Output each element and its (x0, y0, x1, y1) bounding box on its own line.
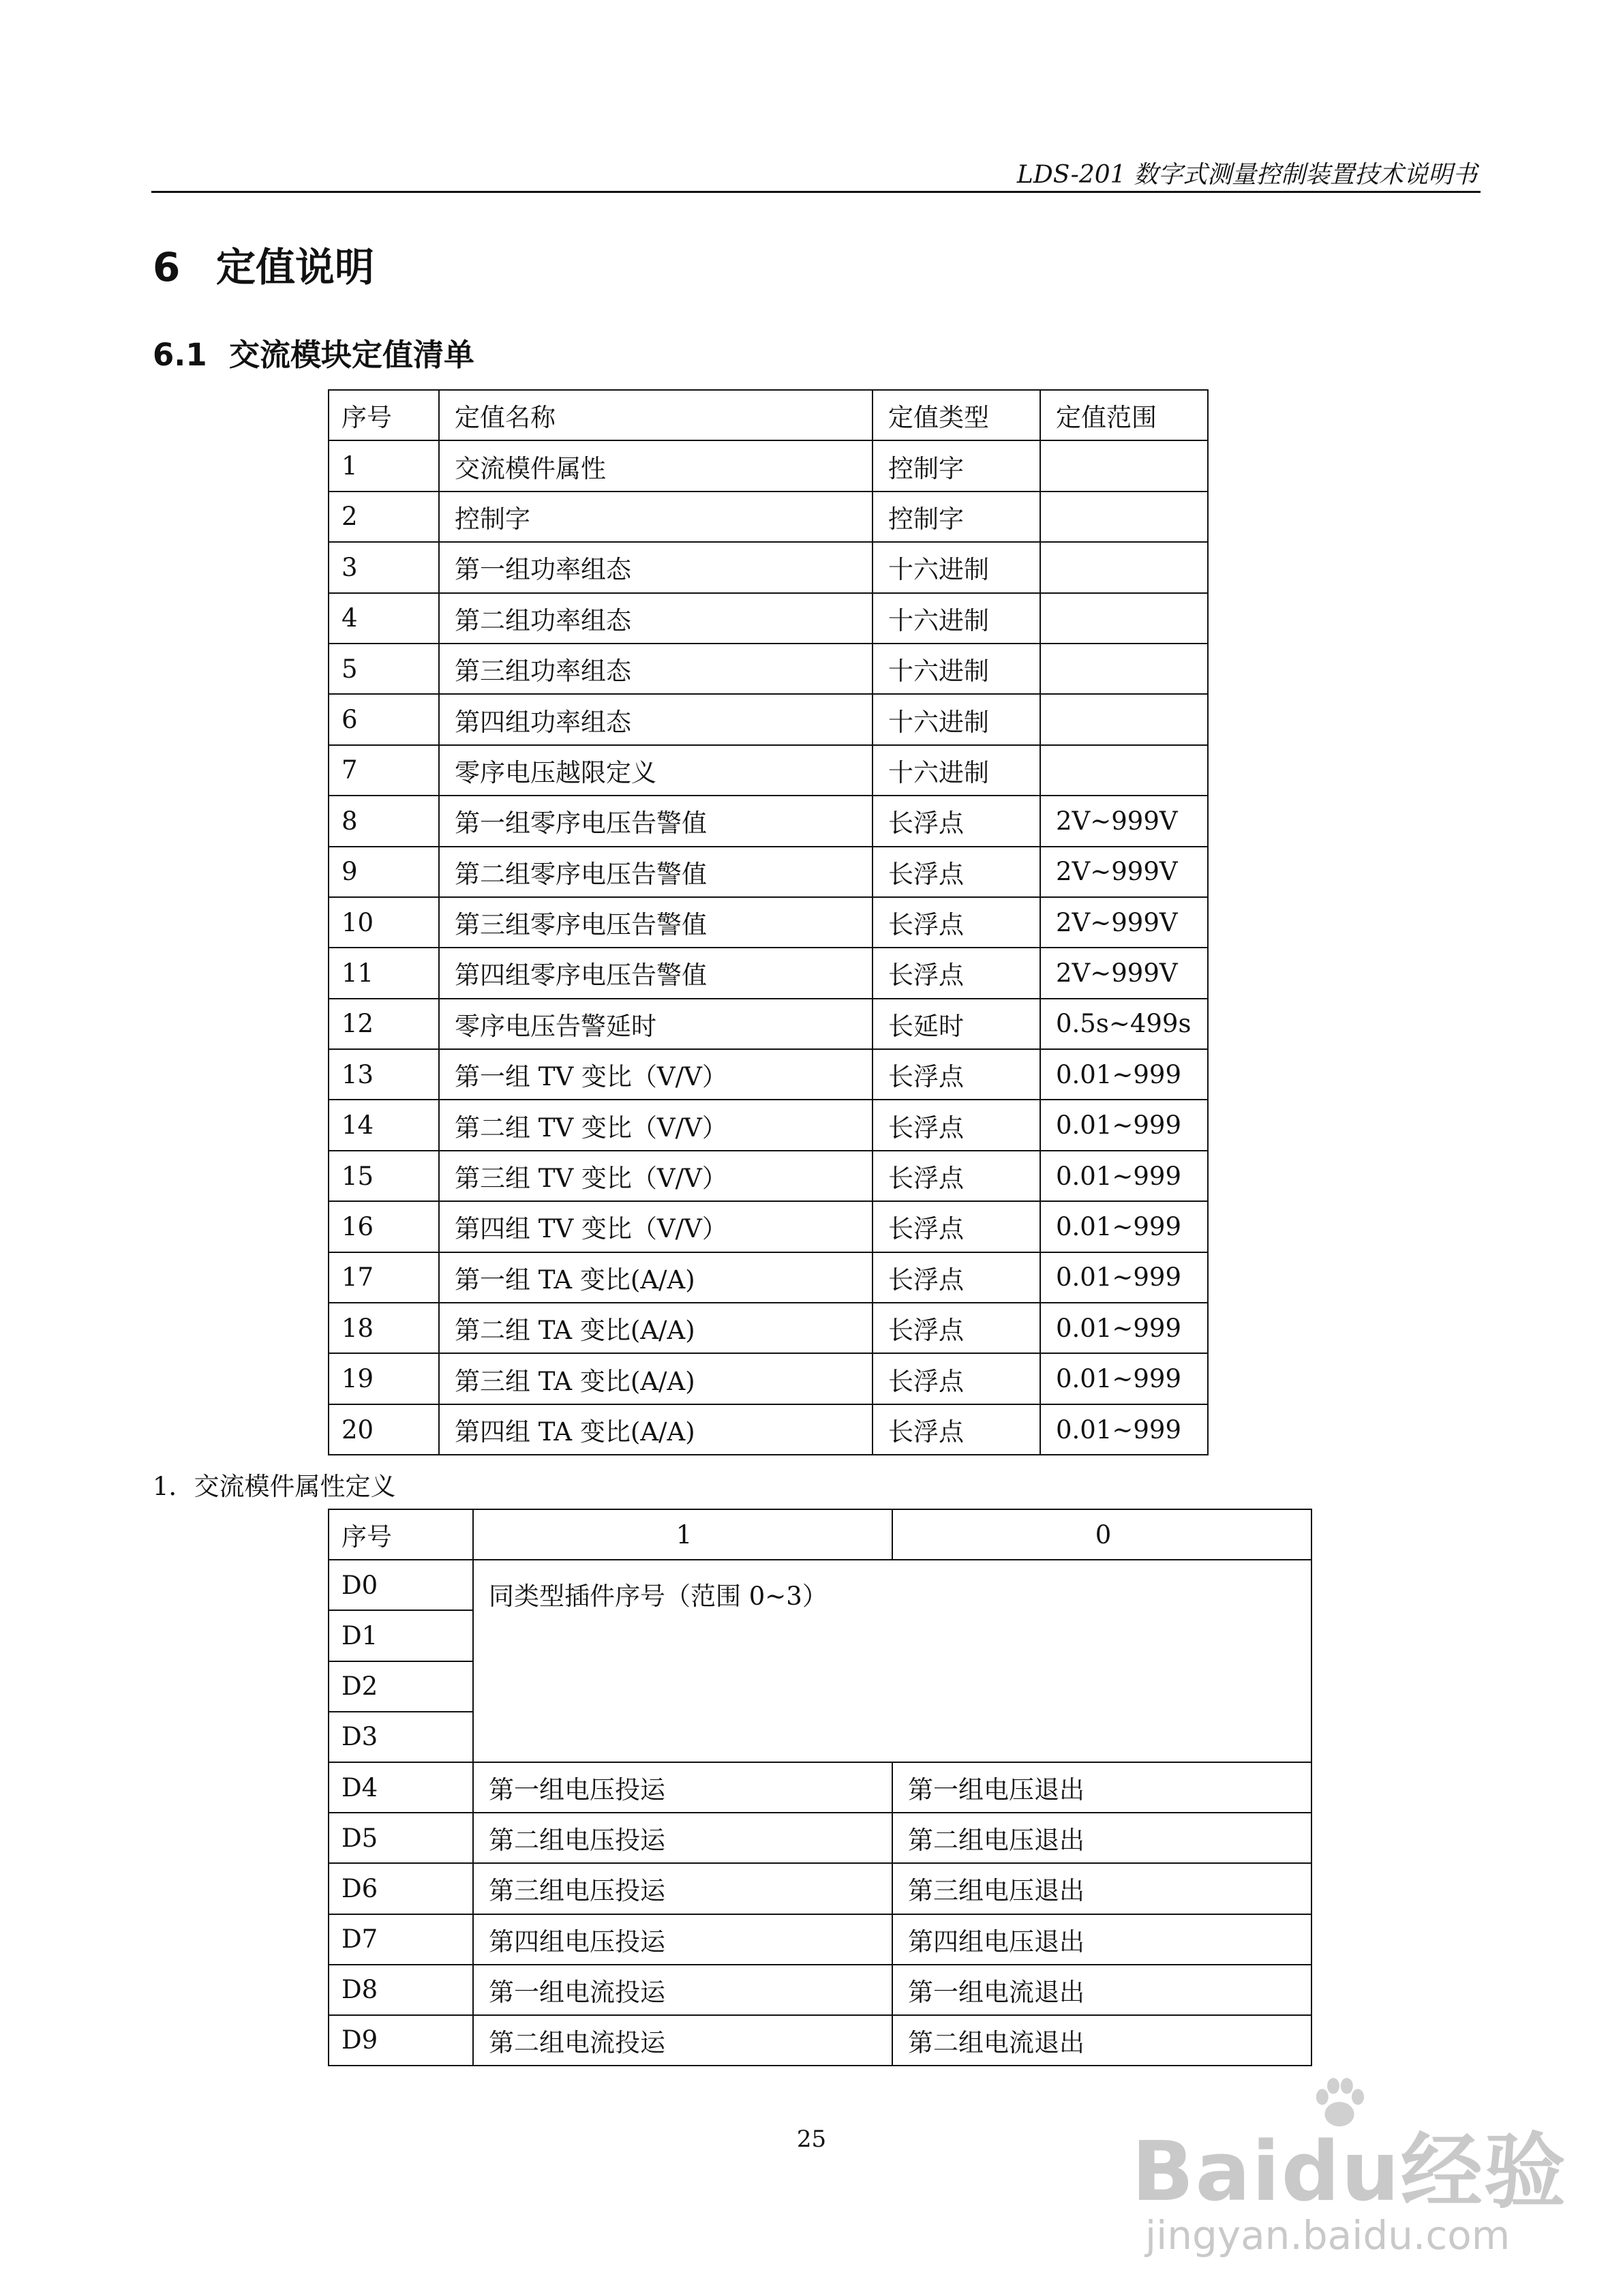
table-row (329, 1049, 1208, 1100)
row-index: 6 (329, 694, 439, 744)
subsection-number: 6.1 (153, 337, 207, 373)
setting-name: 第一组 TA 变比(A/A) (439, 1252, 873, 1303)
setting-range (1040, 492, 1208, 542)
bit-0-meaning: 第二组电流退出 (892, 2015, 1311, 2066)
setting-name: 第一组功率组态 (439, 542, 873, 592)
bit-1-meaning: 第一组电压投运 (473, 1762, 892, 1813)
bit-1-meaning: 第二组电流投运 (473, 2015, 892, 2066)
table-row (329, 897, 1208, 948)
table-row (329, 1404, 1208, 1455)
setting-range: 0.01~999 (1040, 1100, 1208, 1150)
table-header-row (329, 1509, 1311, 1560)
setting-type: 十六进制 (873, 745, 1040, 796)
setting-name: 第三组零序电压告警值 (439, 897, 873, 948)
bit-1-meaning: 第四组电压投运 (473, 1914, 892, 1965)
bit-1-meaning: 第三组电压投运 (473, 1863, 892, 1914)
setting-type: 长浮点 (873, 1100, 1040, 1150)
row-index: 14 (329, 1100, 439, 1150)
setting-name: 控制字 (439, 492, 873, 542)
table-row (329, 1863, 1311, 1914)
setting-range: 2V~999V (1040, 897, 1208, 948)
bit-0-meaning: 第二组电压退出 (892, 1813, 1311, 1863)
setting-type: 十六进制 (873, 644, 1040, 694)
watermark-url: jingyan.baidu.com (1145, 2212, 1511, 2259)
table-row (329, 593, 1208, 644)
table-row (329, 1252, 1208, 1303)
table-row (329, 492, 1208, 542)
table-row (329, 1914, 1311, 1965)
setting-list-table (328, 389, 1209, 1455)
bit-cell: D0 (329, 1560, 473, 1610)
col-header-index: 序号 (329, 390, 439, 440)
watermark-logo: Baidu经验 (1132, 2125, 1567, 2220)
row-index: 2 (329, 492, 439, 542)
row-index: 8 (329, 796, 439, 846)
table-header-row (329, 390, 1208, 440)
setting-range: 0.5s~499s (1040, 999, 1208, 1049)
table-row (329, 1353, 1208, 1404)
list-caption: 1．交流模件属性定义 (153, 1472, 396, 1501)
subsection-heading (153, 330, 474, 374)
bit-0-meaning: 第四组电压退出 (892, 1914, 1311, 1965)
setting-type: 长浮点 (873, 796, 1040, 846)
bit-0-meaning: 第一组电压退出 (892, 1762, 1311, 1813)
setting-name: 第一组零序电压告警值 (439, 796, 873, 846)
setting-range: 0.01~999 (1040, 1049, 1208, 1100)
setting-type: 长浮点 (873, 847, 1040, 897)
row-index: 10 (329, 897, 439, 948)
setting-name: 第二组 TA 变比(A/A) (439, 1303, 873, 1353)
table-body (329, 1762, 1311, 2066)
setting-range (1040, 542, 1208, 592)
row-index: 19 (329, 1353, 439, 1404)
setting-name: 零序电压越限定义 (439, 745, 873, 796)
setting-range: 0.01~999 (1040, 1252, 1208, 1303)
row-index: 17 (329, 1252, 439, 1303)
bit-cell: D1 (329, 1610, 473, 1661)
setting-type: 长浮点 (873, 1151, 1040, 1201)
setting-name: 第二组功率组态 (439, 593, 873, 644)
row-index: 12 (329, 999, 439, 1049)
row-index: 5 (329, 644, 439, 694)
setting-name: 零序电压告警延时 (439, 999, 873, 1049)
table-row (329, 1762, 1311, 1813)
row-index: 15 (329, 1151, 439, 1201)
bit-cell: D8 (329, 1965, 473, 2015)
row-index: 3 (329, 542, 439, 592)
setting-name: 第四组 TV 变比（V/V） (439, 1201, 873, 1252)
table-row (329, 1560, 1311, 1610)
table-row (329, 2015, 1311, 2066)
row-index: 18 (329, 1303, 439, 1353)
setting-name: 第二组 TV 变比（V/V） (439, 1100, 873, 1150)
bit-cell: D4 (329, 1762, 473, 1813)
setting-type: 长浮点 (873, 948, 1040, 998)
setting-type: 长浮点 (873, 1049, 1040, 1100)
table-row (329, 1303, 1208, 1353)
setting-range: 2V~999V (1040, 847, 1208, 897)
header-rule (151, 191, 1481, 193)
row-index: 9 (329, 847, 439, 897)
row-index: 11 (329, 948, 439, 998)
setting-type: 控制字 (873, 440, 1040, 491)
table-row (329, 1813, 1311, 1863)
bit-cell: D2 (329, 1661, 473, 1712)
setting-type: 长浮点 (873, 1303, 1040, 1353)
subsection-title: 交流模块定值清单 (229, 337, 475, 373)
setting-range: 0.01~999 (1040, 1404, 1208, 1455)
setting-name: 第一组 TV 变比（V/V） (439, 1049, 873, 1100)
table-row (329, 847, 1208, 897)
col-header-bit-1: 1 (473, 1509, 892, 1560)
table-row (329, 1201, 1208, 1252)
section-title: 定值说明 (216, 244, 375, 290)
setting-name: 第二组零序电压告警值 (439, 847, 873, 897)
row-index: 16 (329, 1201, 439, 1252)
setting-range (1040, 440, 1208, 491)
col-header-bit-0: 0 (892, 1509, 1311, 1560)
setting-range: 0.01~999 (1040, 1201, 1208, 1252)
bit-0-meaning: 第一组电流退出 (892, 1965, 1311, 2015)
bit-cell: D5 (329, 1813, 473, 1863)
table-row (329, 542, 1208, 592)
bit-1-meaning: 第一组电流投运 (473, 1965, 892, 2015)
setting-range: 2V~999V (1040, 796, 1208, 846)
col-header-range: 定值范围 (1040, 390, 1208, 440)
bit-cell: D9 (329, 2015, 473, 2066)
setting-type: 十六进制 (873, 542, 1040, 592)
table-body (329, 440, 1208, 1455)
table-row (329, 1100, 1208, 1150)
bit-cell: D7 (329, 1914, 473, 1965)
bit-cell: D3 (329, 1712, 473, 1762)
watermark (1132, 2072, 1609, 2277)
setting-range (1040, 593, 1208, 644)
section-heading (153, 235, 374, 292)
row-index: 1 (329, 440, 439, 491)
setting-range (1040, 745, 1208, 796)
row-index: 13 (329, 1049, 439, 1100)
row-index: 20 (329, 1404, 439, 1455)
setting-type: 长浮点 (873, 1404, 1040, 1455)
table-row (329, 745, 1208, 796)
merged-description-cell: 同类型插件序号（范围 0~3） (473, 1560, 1311, 1762)
bit-cell: D6 (329, 1863, 473, 1914)
setting-type: 控制字 (873, 492, 1040, 542)
table-row (329, 1965, 1311, 2015)
row-index: 4 (329, 593, 439, 644)
setting-type: 十六进制 (873, 593, 1040, 644)
col-header-index: 序号 (329, 1509, 473, 1560)
setting-type: 长浮点 (873, 1353, 1040, 1404)
setting-type: 十六进制 (873, 694, 1040, 744)
setting-range (1040, 694, 1208, 744)
bit-0-meaning: 第三组电压退出 (892, 1863, 1311, 1914)
setting-range: 0.01~999 (1040, 1303, 1208, 1353)
setting-range: 0.01~999 (1040, 1353, 1208, 1404)
setting-name: 第三组 TA 变比(A/A) (439, 1353, 873, 1404)
setting-name: 第三组功率组态 (439, 644, 873, 694)
table-row (329, 440, 1208, 491)
setting-name: 交流模件属性 (439, 440, 873, 491)
row-index: 7 (329, 745, 439, 796)
setting-type: 长延时 (873, 999, 1040, 1049)
table-row (329, 999, 1208, 1049)
col-header-name: 定值名称 (439, 390, 873, 440)
page-number: 25 (796, 2126, 827, 2153)
table-row (329, 796, 1208, 846)
setting-type: 长浮点 (873, 1201, 1040, 1252)
bit-1-meaning: 第二组电压投运 (473, 1813, 892, 1863)
setting-name: 第四组零序电压告警值 (439, 948, 873, 998)
section-number: 6 (153, 244, 181, 290)
setting-name: 第四组功率组态 (439, 694, 873, 744)
table-row (329, 644, 1208, 694)
table-row (329, 1151, 1208, 1201)
col-header-type: 定值类型 (873, 390, 1040, 440)
table-row (329, 948, 1208, 998)
setting-type: 长浮点 (873, 1252, 1040, 1303)
header-title: LDS-201 数字式测量控制装置技术说明书 (1016, 161, 1477, 189)
table-row (329, 694, 1208, 744)
setting-range (1040, 644, 1208, 694)
setting-type: 长浮点 (873, 897, 1040, 948)
attribute-definition-table (328, 1509, 1312, 2066)
setting-range: 0.01~999 (1040, 1151, 1208, 1201)
setting-range: 2V~999V (1040, 948, 1208, 998)
setting-name: 第三组 TV 变比（V/V） (439, 1151, 873, 1201)
setting-name: 第四组 TA 变比(A/A) (439, 1404, 873, 1455)
